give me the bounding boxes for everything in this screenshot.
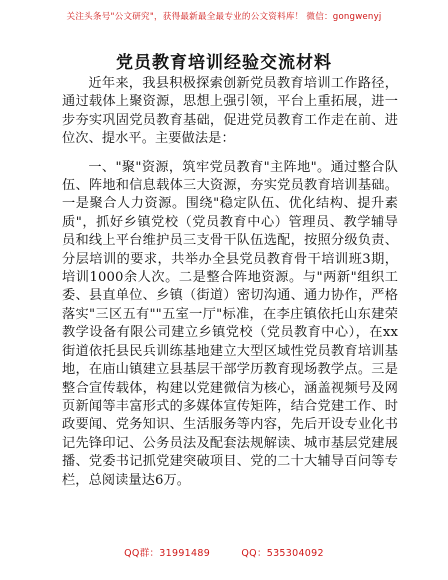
document-body — [62, 75, 398, 490]
footer-contact — [0, 545, 448, 559]
document-title: 党员教育培训经验交流材料 — [116, 53, 332, 73]
qq-number: QQ：535304092 — [241, 548, 324, 559]
section-paragraph: 一、"聚"资源，筑牢党员教育"主阵地"。通过整合队伍、阵地和信息载体三大资源，夯实党员教育培训基础。一是聚合人力资源。围绕"稳定队伍、优化结构、提升素质"，抓好乡镇党校（党员教育中心）管理员、教学辅导员和线上平台维护员三支骨干队伍选配，按照分级负责、分层培训的要求，共举办全县党员教育骨干培训班3期，培训1000余人次。二是整合阵地资源。与"两新"组织工委、县直单位、乡镇（街道）密切沟通、通力协作，严格落实"三区五有""五室一厅"标准，在李庄镇依托山东建荣教学设备有限公司建立乡镇党校（党员教育中心），在xx街道依托县民兵训练基地建立大型区域性党员教育培训基地，在庙山镇建立县基层干部学历教育现场教学点。三是整合宣传载体，构建以党建微信为核心，涵盖视频号及网页新闻等丰富形式的多媒体宣传矩阵，结合党建工作、时政要闻、党务知识、生活服务等内容，先后开设专业化书记先锋印记、公务员法及配套法规解读、城市基层党建展播、党委书记抓党建突破项目、党的二十大辅导百问等专栏，总阅读量达6万。 — [62, 159, 398, 488]
top-banner: 关注头条号"公文研究"，获得最新最全最专业的公文资料库！ 微信：gongwenyj — [66, 12, 382, 22]
intro-paragraph: 近年来，我县积极探索创新党员教育培训工作路径，通过载体上聚资源，思想上强引领，平台上重拓展，进一步夯实巩固党员教育基础，促进党员教育工作走在前、进位次、提水平。主要做法是： — [62, 76, 398, 147]
qq-group: QQ群：31991489 — [124, 548, 211, 559]
